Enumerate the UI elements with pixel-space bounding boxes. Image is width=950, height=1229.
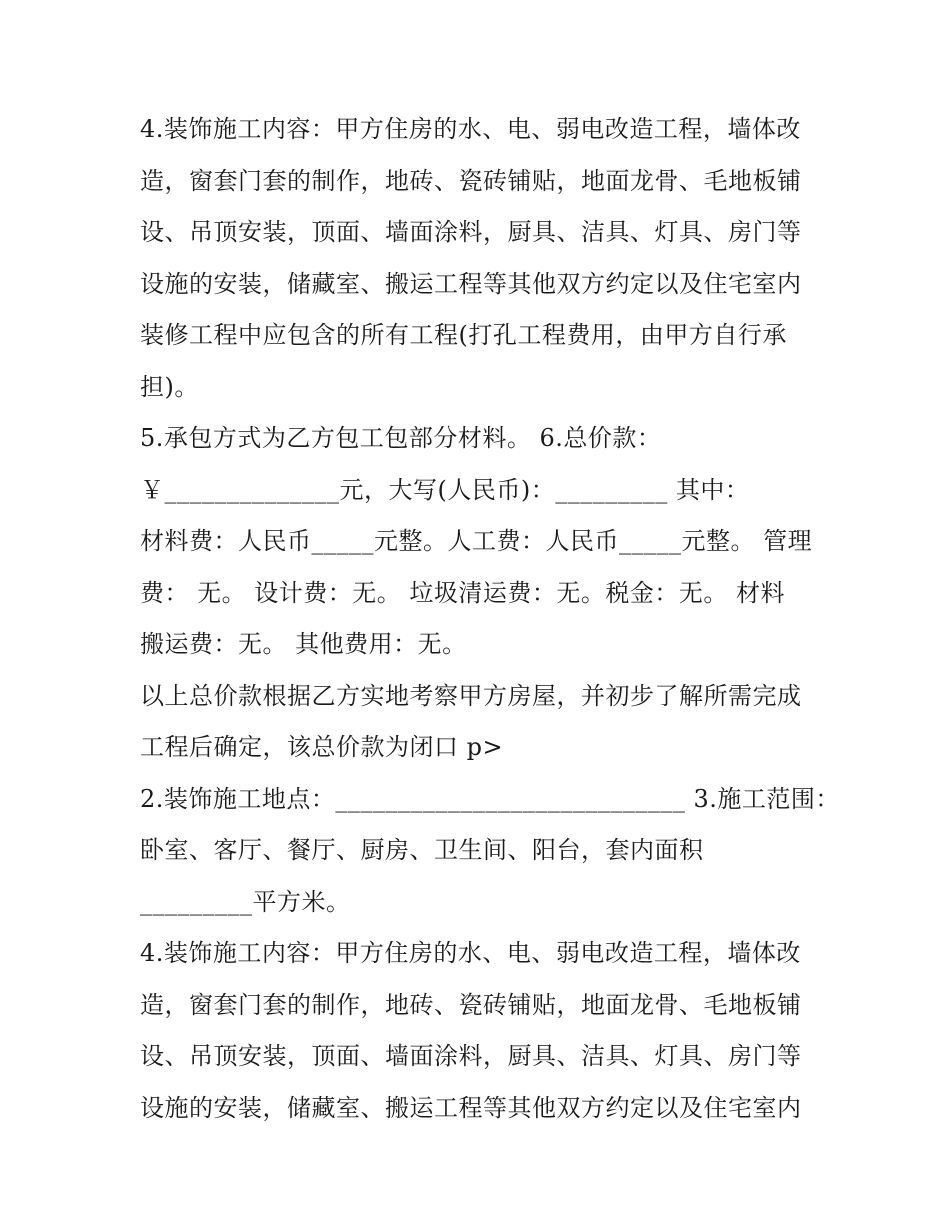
text-line: 卧室、客厅、餐厅、厨房、卫生间、阳台，套内面积 <box>140 836 704 864</box>
text-line: 以上总价款根据乙方实地考察甲方房屋，并初步了解所需完成 <box>140 681 802 710</box>
text-line: 设施的安装，储藏室、搬运工程等其他双方约定以及住宅室内 <box>140 269 802 298</box>
text-line: 2.装饰施工地点：____________________________ 3.施工范围： <box>140 784 840 813</box>
text-line: 4.装饰施工内容：甲方住房的水、电、弱电改造工程，墙体改 <box>140 939 801 967</box>
text-line: 设、吊顶安装，顶面、墙面涂料，厨具、洁具、灯具、房门等 <box>140 1042 802 1070</box>
text-line: 5.承包方式为乙方包工包部分材料。 6.总价款： <box>140 424 662 452</box>
text-line: 装修工程中应包含的所有工程(打孔工程费用，由甲方自行承 <box>140 321 787 349</box>
text-line: 担)。 <box>140 372 199 401</box>
text-line: 造，窗套门套的制作，地砖、瓷砖铺贴，地面龙骨、毛地板铺 <box>140 166 802 195</box>
text-line: 4.装饰施工内容：甲方住房的水、电、弱电改造工程，墙体改 <box>140 115 801 143</box>
text-line: 设施的安装，储藏室、搬运工程等其他双方约定以及住宅室内 <box>140 1093 802 1122</box>
document-body <box>140 104 840 1134</box>
text-line: 搬运费：无。 其他费用：无。 <box>140 630 467 658</box>
text-line: 费： 无。 设计费：无。 垃圾清运费：无。税金：无。 材料 <box>140 578 786 607</box>
text-line: 材料费：人民币_____元整。人工费：人民币_____元整。 管理 <box>140 527 813 555</box>
text-line: 设、吊顶安装，顶面、墙面涂料，厨具、洁具、灯具、房门等 <box>140 218 802 246</box>
text-line: ￥______________元，大写(人民币)：_________ 其中： <box>140 475 750 504</box>
text-line: _________平方米。 <box>140 887 351 916</box>
text-line: 工程后确定，该总价款为闭口 p> <box>140 733 504 761</box>
text-line: 造，窗套门套的制作，地砖、瓷砖铺贴，地面龙骨、毛地板铺 <box>140 990 802 1019</box>
